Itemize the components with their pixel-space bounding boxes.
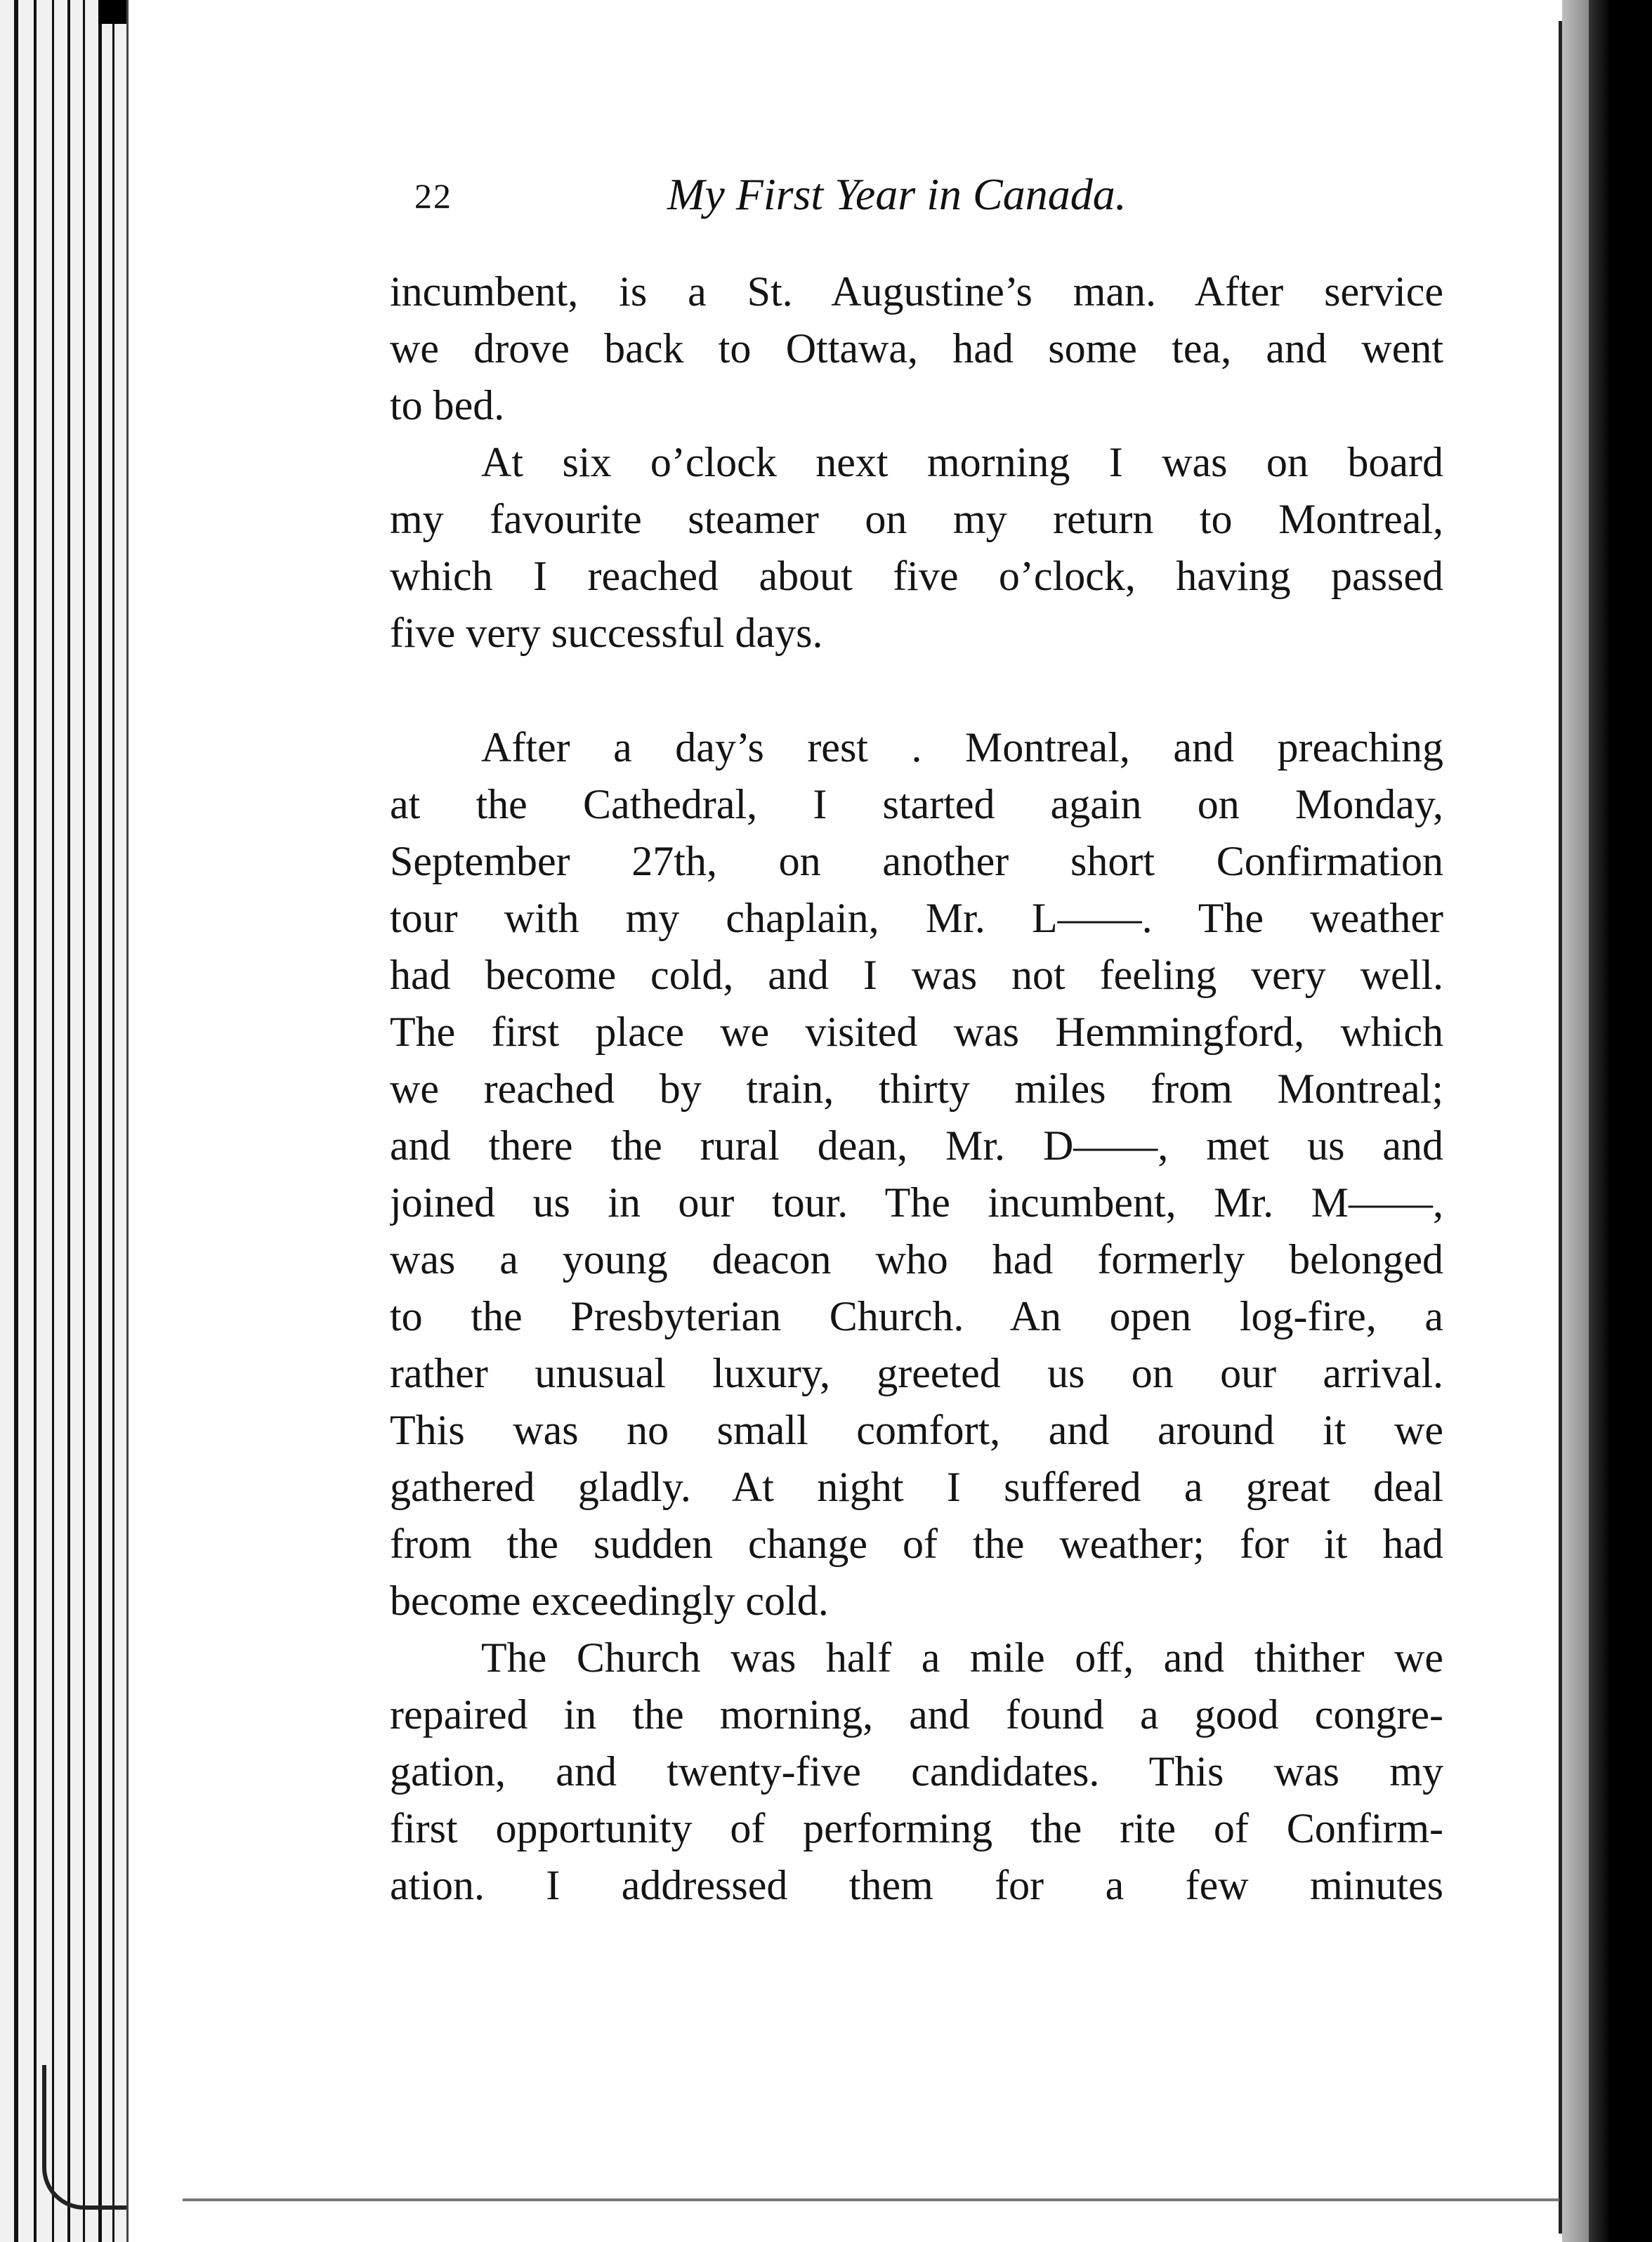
page-stack-edge (0, 0, 126, 2242)
paragraph (390, 263, 1457, 434)
bottom-page-edge (183, 2198, 1559, 2201)
text-line: had become cold, and I was not feeling very well. (390, 952, 1443, 998)
page-number: 22 (414, 176, 452, 216)
text-line: become exceedingly cold. (390, 1578, 829, 1624)
text-line: tour with my chaplain, Mr. L——. The weather (390, 895, 1443, 941)
running-title: My First Year in Canada. (667, 169, 1127, 219)
text-line: incumbent, is a St. Augustine’s man. After service (390, 268, 1443, 315)
text-line: at the Cathedral, I started again on Monday, (390, 781, 1443, 827)
text-line: and there the rural dean, Mr. D——, met us and (390, 1122, 1443, 1169)
text-line: to bed. (390, 382, 505, 428)
text-line: to the Presbyterian Church. An open log-fire, a (390, 1293, 1443, 1339)
text-line: September 27th, on another short Confirmation (390, 838, 1443, 884)
text-line: joined us in our tour. The incumbent, Mr. M——, (390, 1179, 1443, 1226)
text-line: The first place we visited was Hemmingford, which (390, 1009, 1443, 1055)
paragraph (390, 1630, 1457, 1914)
text-line: ation. I addressed them for a few minutes (390, 1862, 1443, 1908)
paragraph (390, 719, 1457, 1630)
text-line: we drove back to Ottawa, had some tea, and went (390, 325, 1443, 372)
text-line: five very successful days. (390, 610, 823, 656)
text-line: repaired in the morning, and found a good congre- (390, 1691, 1443, 1738)
text-line: The Church was half a mile off, and thither we (481, 1634, 1443, 1681)
section-break (390, 662, 1457, 719)
running-header (414, 169, 1468, 239)
text-line: gathered gladly. At night I suffered a great deal (390, 1464, 1443, 1510)
body-text (390, 263, 1457, 1914)
right-binding-edge (1589, 0, 1652, 2242)
text-line: my favourite steamer on my return to Montreal, (390, 496, 1443, 542)
text-line: rather unusual luxury, greeted us on our arrival. (390, 1350, 1443, 1396)
text-line: was a young deacon who had formerly belonged (390, 1236, 1443, 1283)
text-line: This was no small comfort, and around it we (390, 1407, 1443, 1453)
text-line: After a day’s rest . Montreal, and preaching (481, 724, 1443, 771)
text-line: from the sudden change of the weather; for it had (390, 1521, 1443, 1567)
paragraph (390, 434, 1457, 662)
text-line: At six o’clock next morning I was on board (481, 439, 1443, 485)
text-line: gation, and twenty-five candidates. This was my (390, 1748, 1443, 1795)
right-gutter-shadow (1562, 0, 1589, 2242)
text-line: which I reached about five o’clock, having passed (390, 553, 1443, 599)
text-line: first opportunity of performing the rite of Confirm- (390, 1805, 1443, 1851)
text-line: we reached by train, thirty miles from Montreal; (390, 1066, 1443, 1112)
